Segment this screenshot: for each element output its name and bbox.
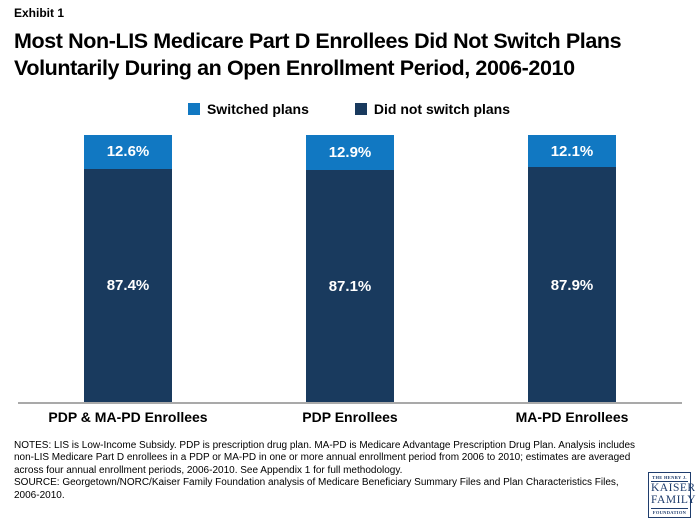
segment-did-not-switch: 87.4%	[84, 169, 172, 403]
category-label-mapd: MA-PD Enrollees	[515, 409, 629, 425]
x-axis-line	[18, 402, 682, 404]
segment-switched: 12.6%	[84, 135, 172, 169]
segment-did-not-switch: 87.1%	[306, 170, 394, 403]
stacked-bar-mapd	[528, 135, 616, 403]
kff-logo-line-4: FOUNDATION	[652, 510, 687, 515]
kff-logo	[648, 472, 697, 518]
exhibit-label: Exhibit 1	[14, 6, 65, 20]
segment-switched: 12.9%	[306, 135, 394, 170]
segment-switched: 12.1%	[528, 135, 616, 167]
legend-label-did-not-switch: Did not switch plans	[373, 101, 511, 117]
kff-logo-line-2: KAISER	[651, 482, 696, 494]
kff-logo-text	[651, 475, 697, 515]
notes-text: NOTES: LIS is Low-Income Subsidy. PDP is prescription drug plan. MA-PD is Medicare Advantage Prescription Drug Plan. Analysis includes non-LIS Medicare Part D enrollees in a PDP or MA-PD in one or more annual enrollment period from 2006 to 2010; estimates are averaged across four annual enrollment periods, 2006-2010. See Appendix 1 for full methodology.	[14, 440, 636, 476]
stacked-bar-pdp	[306, 135, 394, 403]
category-label-pdp-and-mapd: PDP & MA-PD Enrollees	[48, 409, 208, 425]
stacked-bar-pdp-and-mapd	[84, 135, 172, 403]
source-text: SOURCE: Georgetown/NORC/Kaiser Family Foundation analysis of Medicare Beneficiary Summary Files and Plan Characteristics Files, 2006-2010.	[14, 477, 619, 501]
chart-title-line-1: Most Non-LIS Medicare Part D Enrollees Did Not Switch Plans	[14, 29, 622, 53]
legend-label-switched: Switched plans	[206, 101, 309, 117]
segment-did-not-switch: 87.9%	[528, 167, 616, 403]
chart-title-line-2: Voluntarily During an Open Enrollment Period, 2006-2010	[14, 56, 575, 80]
footnotes	[14, 440, 646, 502]
category-label-pdp: PDP Enrollees	[302, 409, 398, 425]
kff-logo-line-1: THE HENRY J.	[652, 475, 687, 480]
kff-logo-line-3: FAMILY	[651, 493, 697, 506]
